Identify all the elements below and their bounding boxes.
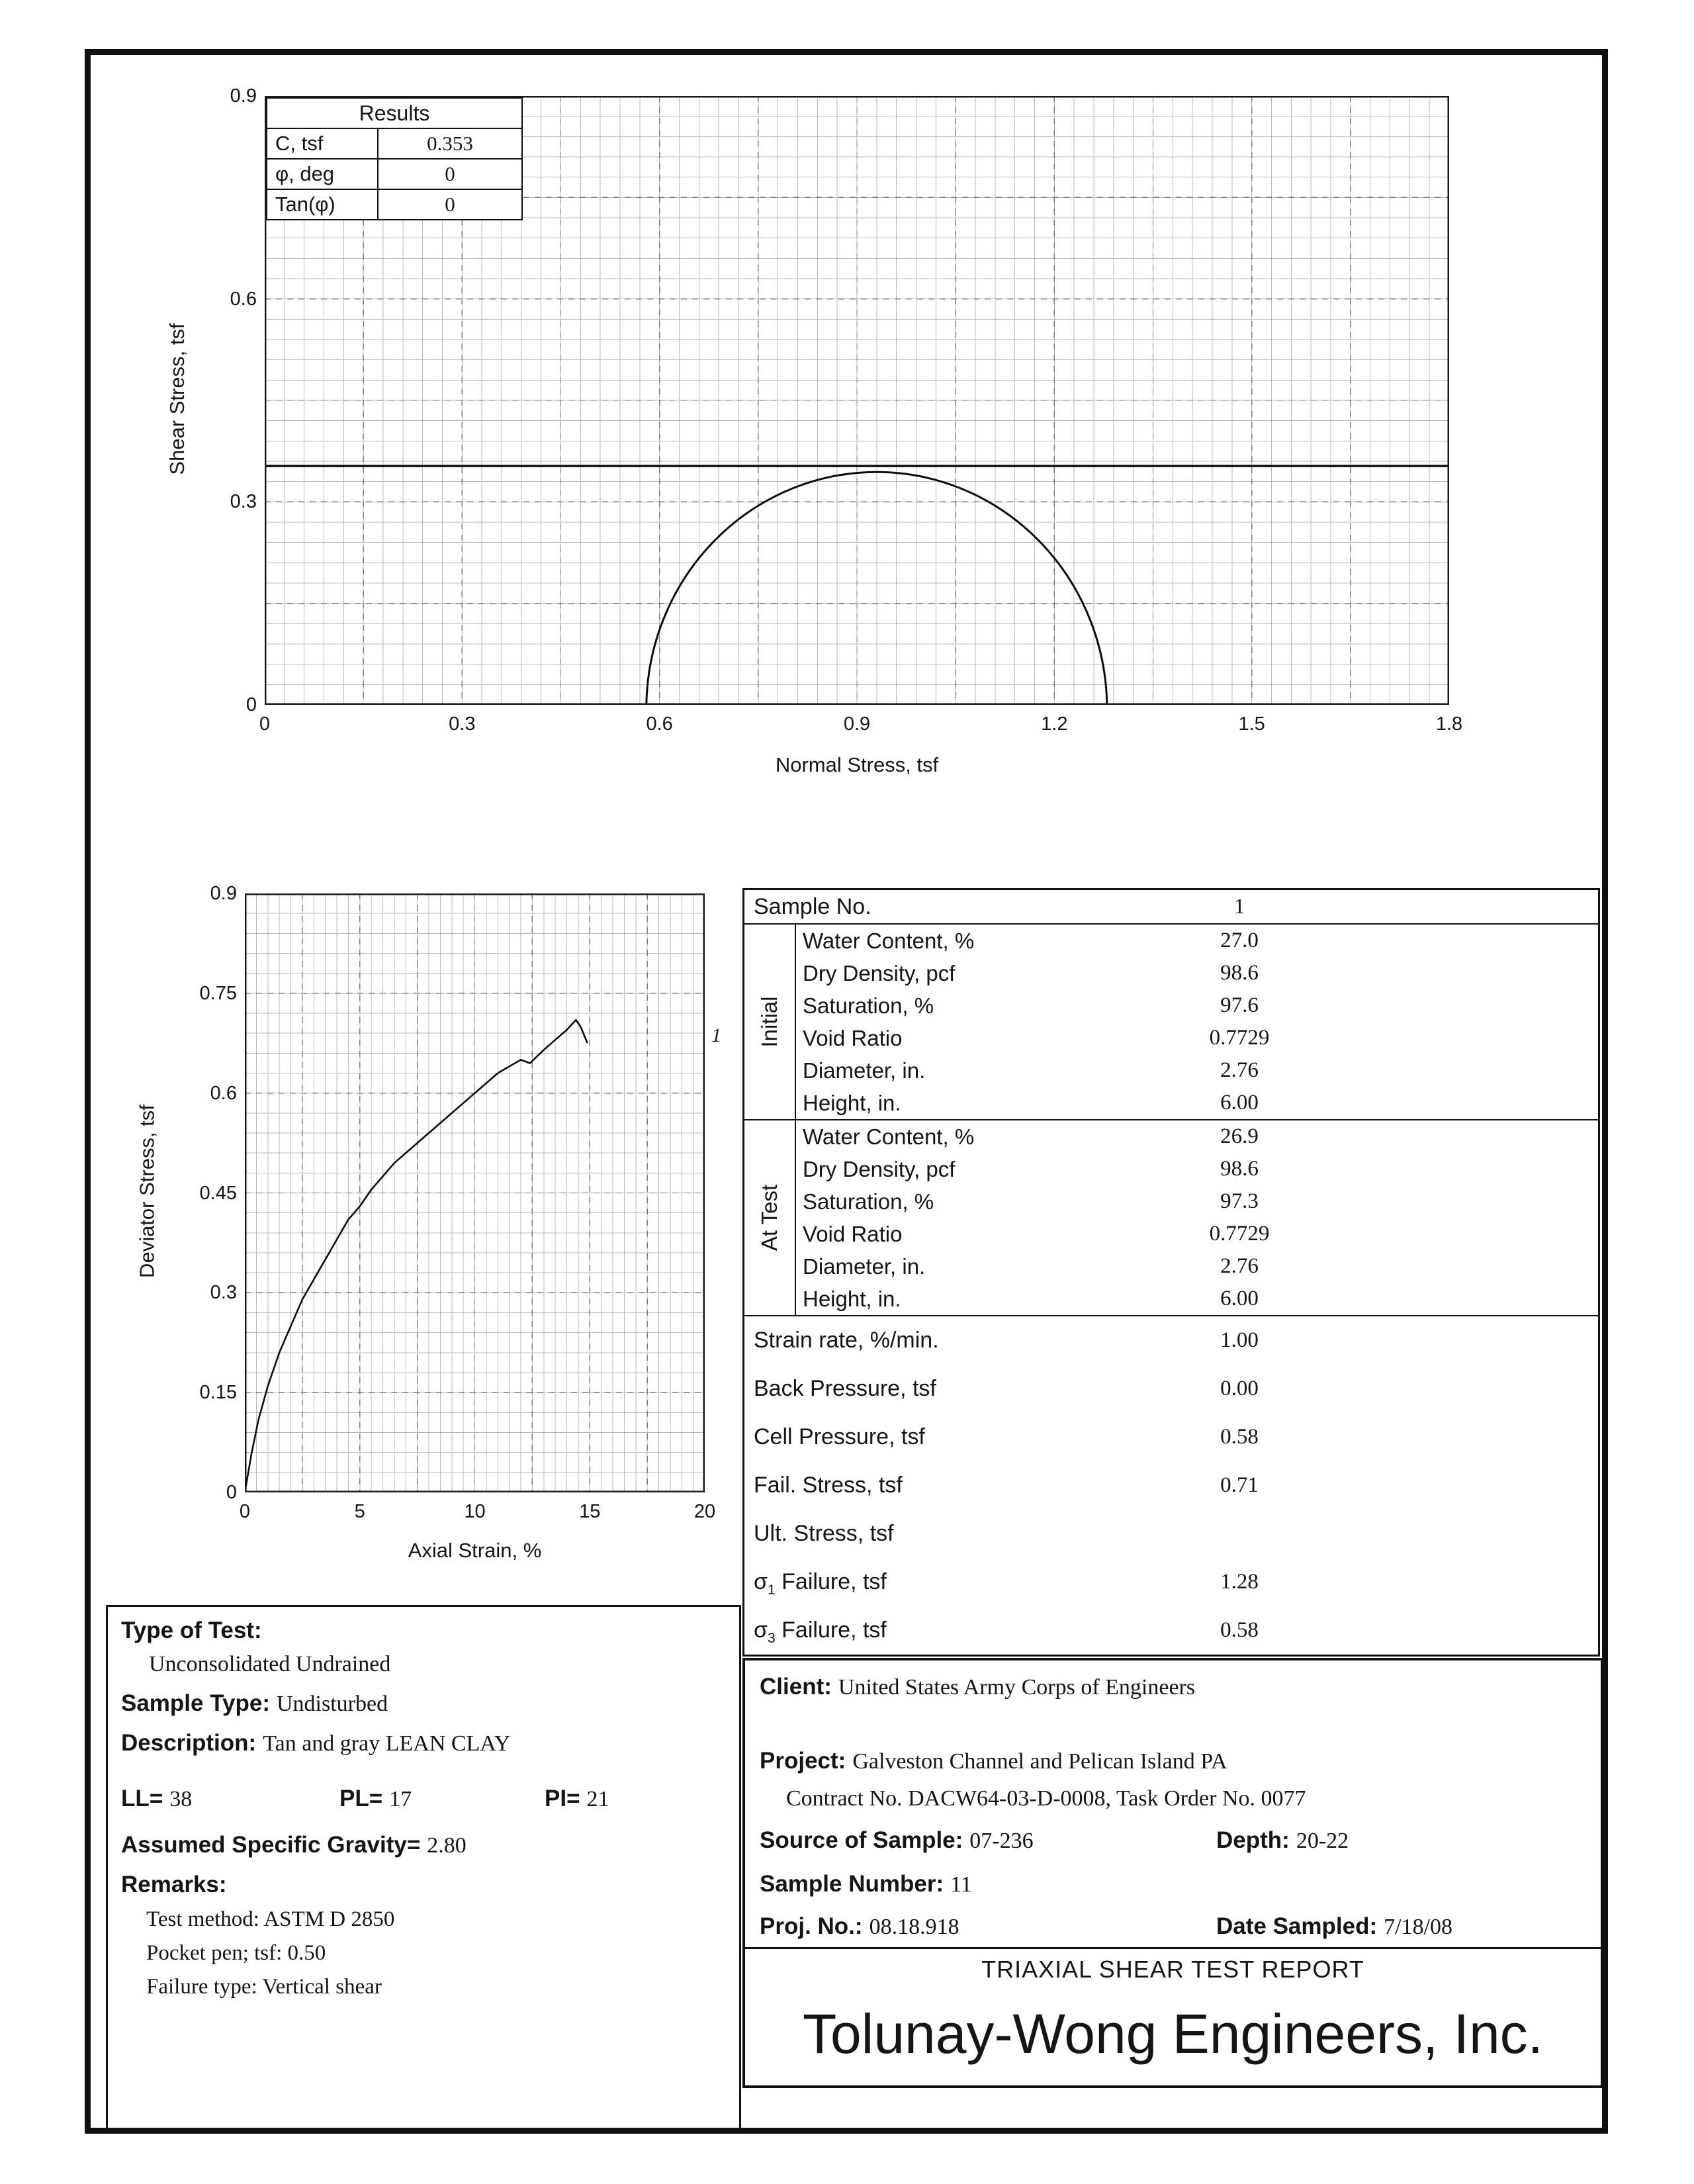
- client-label: Client:: [760, 1674, 832, 1700]
- strain-x-axis-title: Axial Strain, %: [408, 1539, 542, 1562]
- x-tick-label: 0.9: [843, 713, 871, 735]
- specific-gravity-row: [121, 1832, 739, 1858]
- depth-label: Depth:: [1216, 1827, 1290, 1853]
- sample-number-row: [760, 1871, 1586, 1897]
- sample-number-label: Sample Number:: [760, 1871, 944, 1897]
- sample-data-row: Diameter, in. 2.76: [803, 1254, 1259, 1279]
- y-tick-label: 0.9: [230, 85, 257, 107]
- sample-no-value: 1: [1233, 895, 1245, 919]
- results-label: φ, deg: [267, 159, 379, 189]
- y-tick-label: 0: [245, 694, 257, 715]
- contract-line: Contract No. DACW64-03-D-0008, Task Order No. 0077: [786, 1786, 1306, 1811]
- type-of-test-label: Type of Test:: [121, 1617, 262, 1643]
- x-tick-label: 1.5: [1238, 713, 1265, 735]
- sample-data-table: [742, 888, 1600, 1657]
- curve-number-label: 1: [711, 1024, 721, 1046]
- sample-data-row: Dry Density, pcf 98.6: [803, 1157, 1259, 1181]
- source-value: 07-236: [969, 1829, 1034, 1853]
- client-value: United States Army Corps of Engineers: [838, 1675, 1196, 1700]
- date-sampled-pair: [1216, 1913, 1452, 1940]
- description-row: [121, 1730, 739, 1756]
- sample-data-row: Saturation, % 97.3: [803, 1189, 1259, 1214]
- results-row-tanphi: [267, 190, 521, 219]
- y-tick-label: 0: [226, 1482, 237, 1503]
- strain-y-axis-title: Deviator Stress, tsf: [135, 1105, 159, 1278]
- x-tick-label: 15: [579, 1501, 601, 1522]
- y-tick-label: 0.45: [199, 1182, 237, 1204]
- mohr-x-axis-title: Normal Stress, tsf: [775, 753, 939, 776]
- results-row-phi: [267, 159, 521, 190]
- x-tick-label: 0: [239, 1501, 251, 1522]
- sample-data-row: Dry Density, pcf 98.6: [803, 961, 1259, 985]
- group-rotated-label: At Test: [744, 1120, 796, 1315]
- sample-number-value: 11: [950, 1872, 972, 1897]
- remark-line: Failure type: Vertical shear: [146, 1975, 382, 1999]
- project-value: Galveston Channel and Pelican Island PA: [852, 1749, 1227, 1774]
- x-tick-label: 1.8: [1435, 713, 1463, 735]
- sample-type-row: [121, 1690, 739, 1717]
- liquid-limit: LL= 38: [121, 1786, 193, 1811]
- description-value: Tan and gray LEAN CLAY: [263, 1731, 511, 1756]
- client-row: [760, 1674, 1586, 1700]
- x-tick-label: 5: [354, 1501, 365, 1522]
- sample-data-row: Diameter, in. 2.76: [803, 1058, 1259, 1083]
- group-rotated-label: Initial: [744, 925, 796, 1119]
- y-tick-label: 0.15: [199, 1382, 237, 1404]
- parameter-row: Cell Pressure, tsf 0.58: [754, 1424, 1259, 1449]
- description-label: Description:: [121, 1730, 257, 1756]
- strain-plot-area: [245, 893, 705, 1492]
- plastic-limit: PL= 17: [339, 1786, 412, 1811]
- sample-data-row: Void Ratio 0.7729: [803, 1222, 1270, 1246]
- parameter-row: Back Pressure, tsf 0.00: [754, 1376, 1259, 1401]
- results-label: Tan(φ): [267, 190, 379, 219]
- y-tick-label: 0.3: [210, 1282, 237, 1304]
- project-row: [760, 1748, 1586, 1774]
- results-value: 0: [445, 162, 455, 185]
- strain-plot-svg: [245, 893, 705, 1492]
- x-tick-label: 0.3: [449, 713, 476, 735]
- x-tick-label: 1.2: [1041, 713, 1068, 735]
- sample-no-label: Sample No.: [754, 894, 871, 919]
- source-of-sample-row: [760, 1827, 1586, 1854]
- sample-data-row: Void Ratio 0.7729: [803, 1026, 1270, 1050]
- plasticity-index: PI= 21: [545, 1786, 609, 1811]
- project-number-row: [760, 1913, 1586, 1940]
- specific-gravity-value: 2.80: [427, 1833, 467, 1858]
- report-title: TRIAXIAL SHEAR TEST REPORT: [981, 1956, 1364, 1983]
- depth-value: 20-22: [1296, 1829, 1349, 1853]
- sample-data-row: Height, in. 6.00: [803, 1091, 1259, 1115]
- depth-pair: [1216, 1827, 1349, 1854]
- sample-parameters: [744, 1316, 1598, 1655]
- parameter-row: Ult. Stress, tsf: [754, 1521, 894, 1546]
- y-tick-label: 0.6: [210, 1082, 237, 1104]
- results-label: C, tsf: [267, 129, 379, 158]
- y-tick-label: 0.75: [199, 982, 237, 1004]
- sample-data-row: Water Content, % 26.9: [803, 1124, 1259, 1149]
- remark-line: Pocket pen; tsf: 0.50: [146, 1941, 326, 1965]
- parameter-row: $\sigma_1$ Failure, tsf 1.28: [754, 1569, 1259, 1598]
- project-label: Project:: [760, 1748, 846, 1774]
- sample-no-row: [744, 890, 1598, 925]
- x-tick-label: 0: [259, 713, 271, 735]
- source-label: Source of Sample:: [760, 1827, 963, 1853]
- remarks-header: [121, 1872, 739, 1898]
- parameter-row: Fail. Stress, tsf 0.71: [754, 1473, 1259, 1498]
- sample-data-row: Height, in. 6.00: [803, 1287, 1259, 1311]
- results-table: [266, 97, 523, 220]
- x-tick-label: 20: [693, 1501, 716, 1522]
- results-value: 0: [445, 193, 455, 216]
- mohr-y-axis-title: Shear Stress, tsf: [165, 323, 189, 475]
- sample-data-row: Water Content, % 27.0: [803, 929, 1259, 953]
- sample-data-row: Saturation, % 97.6: [803, 993, 1259, 1018]
- x-tick-label: 10: [464, 1501, 486, 1522]
- sample-groups: [744, 925, 1598, 1316]
- y-tick-label: 0.3: [230, 491, 257, 513]
- y-tick-label: 0.9: [210, 883, 237, 904]
- sample-group-initial: [744, 925, 1598, 1120]
- x-tick-label: 0.6: [646, 713, 673, 735]
- date-sampled-value: 7/18/08: [1384, 1915, 1453, 1939]
- results-value: 0.353: [427, 132, 473, 155]
- sample-type-label: Sample Type:: [121, 1690, 270, 1716]
- report-divider-line: [745, 1947, 1601, 1949]
- results-row-cohesion: [267, 129, 521, 159]
- results-table-header: Results: [267, 99, 521, 129]
- type-of-test-value: Unconsolidated Undrained: [149, 1652, 391, 1676]
- proj-no-label: Proj. No.:: [760, 1913, 863, 1939]
- report-info-box: [742, 1658, 1603, 2088]
- type-of-test-row: [121, 1617, 739, 1644]
- company-name: Tolunay-Wong Engineers, Inc.: [802, 2003, 1544, 2065]
- sample-group-at-test: [744, 1120, 1598, 1316]
- proj-no-value: 08.18.918: [869, 1915, 959, 1939]
- test-info-box: [106, 1605, 741, 2130]
- y-tick-label: 0.6: [230, 288, 257, 310]
- remark-line: Test method: ASTM D 2850: [146, 1907, 395, 1931]
- remarks-label: Remarks:: [121, 1872, 227, 1897]
- parameter-row: $\sigma_3$ Failure, tsf 0.58: [754, 1617, 1259, 1646]
- date-sampled-label: Date Sampled:: [1216, 1913, 1378, 1939]
- specific-gravity-label: Assumed Specific Gravity=: [121, 1832, 421, 1858]
- atterberg-limits-row: [108, 1786, 739, 1819]
- parameter-row: Strain rate, %/min. 1.00: [754, 1328, 1259, 1353]
- sample-type-value: Undisturbed: [276, 1692, 388, 1716]
